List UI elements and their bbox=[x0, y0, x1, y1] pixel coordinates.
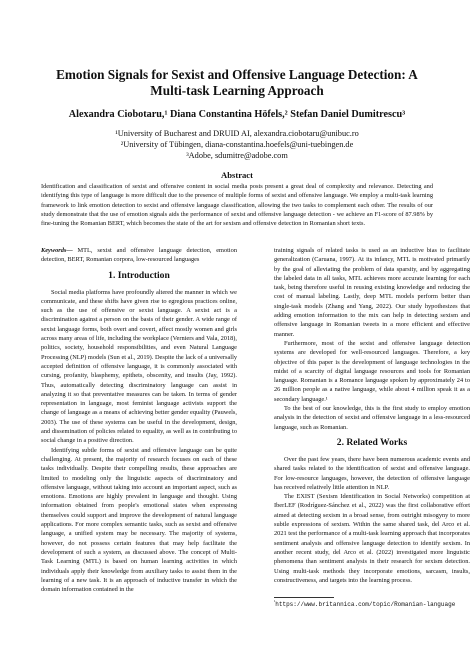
intro-paragraph: Social media platforms have profoundly altered the manner in which we communicate, and these shifts have given rise to egregious practices online, such as the use of offensive or sexist language. A sexist act is a discrimination against a person on the basis of their gender. A wide range of sexist language forms, both overt and covert, affect mostly women and girls across many areas of life, including the workplace (Verniers and Vala, 2018), politics, society, household responsibilities, and even Natural Language Processing (NLP) models (Sun et al., 2019). Despite the lack of a universally accepted definition of offensive language, it is commonly associated with cursing, profanity, blasphemy, epithets, obscenity, and insults (Jay, 1992). Thus, automatically detecting discriminatory language can assist in analyzing it so that preventative measures can be taken. In terms of gender representation in language, most feminist language activists support the change of language as a means of achieving better gender equality (Pauwels, 2003). The use of these systems can be useful in the development, design, and dissemination of policies related to equality, as well as in contributing to social change in a positive direction. bbox=[41, 288, 237, 445]
intro-paragraph: Identifying subtle forms of sexist and offensive language can be quite challenging. At present, the majority of research focuses on each of these tasks individually. Despite their compelling results, these approaches are limited to modeling only the linguistic aspects of discriminatory and offensive language, without taking into account an important aspect, such as emotions. Emotions are highly prevalent in language and thought. Using information obtained from people's emotional states when expressing themselves could support and improve the development of natural language applications. For more complex semantic tasks, such as sexist and offensive language, a unified system may be necessary. The majority of systems, however, do not possess certain features that may help facilitate the development of such a system, as discussed above. The concept of Multi-Task Learning (MTL) is based on human learning activities in which individuals apply their knowledge from auxiliary tasks to assist them in the learning of a new task. It is an approach of inductive transfer in which the domain information contained in the bbox=[41, 446, 237, 594]
related-paragraph: The EXIST (Sexism Identification in Social Networks) competition at IberLEF (Rodríguez-Sánchez et al., 2022) was the first collaborative effort aimed at detecting sexism in a broad sense, from outright misogyny to more subtle expressions of sexism. Within the same shared task, del Arco et al. 2021 test the performance of a multi-task learning approach that incorporates sentiment analysis and offensive language detection to identify sexism. In another recent study, del Arco et al. (2022) investigated more linguistic phenomena than sentiment analysis in their research for sexism detection. Using multi-task methods they incorporate emotions, sarcasm, insults, constructiveness, and targets into the learning process. bbox=[274, 493, 470, 584]
footnote-separator bbox=[274, 597, 334, 598]
footnote-mark: ¹ bbox=[274, 599, 276, 605]
body-paragraph: training signals of related tasks is used as an inductive bias to facilitate generalization (Caruana, 1997). At its infancy, MTL is motivated primarily by the goal of alleviating the problem of data sparsity, and by aggregating the labeled data in all tasks, MTL achieves more accurate learning for each task, being therefore useful in reusing existing knowledge and reducing the cost of manual labeling. Lastly, deep MTL models perform better than single-task models (Zhang and Yang, 2022). Our study hypothesizes that adding emotion information to the mix can help in detecting sexism and offensive language in Romanian tweets in a more efficient and effective manner. bbox=[274, 247, 470, 338]
abstract-text: Identification and classification of sexist and offensive content in social media posts present a great deal of complexity and relevance. Detecting and identifying this type of language is more difficult due to the presence of multiple forms of sexist and offensive language. We employ a multi-task learning framework to link emotion detection to sexist and offensive language classification, allowing the two tasks to complement each other. The results of our study demonstrate that the use of emotion signals aids the performance of sexist and offensive language detection - we achieve an F1-score of 87.98% by fine-tuning the Romanian BERT, which becomes the state of the art for sexism and offensive detection in Romanian short texts. bbox=[41, 183, 433, 228]
section-2-heading: 2. Related Works bbox=[336, 436, 408, 448]
related-paragraph: Over the past few years, there have been numerous academic events and shared tasks related to the identification of sexist and offensive language. For low-resource languages, however, the detection of offensive language has received relatively little attention in NLP. bbox=[274, 455, 470, 491]
keywords bbox=[41, 246, 237, 265]
section-1-heading: 1. Introduction bbox=[108, 269, 170, 281]
paper-title: Emotion Signals for Sexist and Offensive Language Detection: A Multi-task Learning Approach bbox=[56, 67, 418, 98]
affiliation-3: ³Adobe, sdumitre@adobe.com bbox=[186, 151, 288, 161]
body-paragraph: To the best of our knowledge, this is the first study to employ emotion analysis in the detection of sexist and offensive language in a less-resourced language, such as Romanian. bbox=[274, 405, 470, 431]
body-paragraph: Furthermore, most of the sexist and offensive language detection systems are developed for well-resourced languages. Therefore, a key objective of this paper is the development of language technologies in the midst of a scarcity of digital language resources and tools for Romanian language. Romanian is a Romance language spoken by approximately 24 to 26 million people as a native language, while about 4 million speak it as a secondary language.¹ bbox=[274, 339, 470, 403]
keywords-label: Keywords— bbox=[41, 247, 73, 254]
right-column bbox=[274, 246, 470, 610]
affiliation-1: ¹University of Bucharest and DRUID AI, alexandra.ciobotaru@unibuc.ro bbox=[115, 129, 359, 138]
left-column bbox=[41, 246, 237, 594]
affiliation-2: ²University of Tübingen, diana-constantina.hoefels@uni-tuebingen.de bbox=[120, 140, 354, 150]
footnote bbox=[274, 601, 470, 610]
author-list: Alexandra Ciobotaru,¹ Diana Constantina Höfels,² Stefan Daniel Dumitrescu³ bbox=[68, 109, 406, 120]
affiliations bbox=[20, 128, 454, 162]
abstract-heading: Abstract bbox=[221, 170, 253, 180]
footnote-url[interactable]: https://www.britannica.com/topic/Romanian-language bbox=[275, 601, 456, 609]
keywords-text: MTL, sexist and offensive language detection, emotion detection, BERT, Romanian corpora, low-resourced languages bbox=[41, 247, 237, 264]
